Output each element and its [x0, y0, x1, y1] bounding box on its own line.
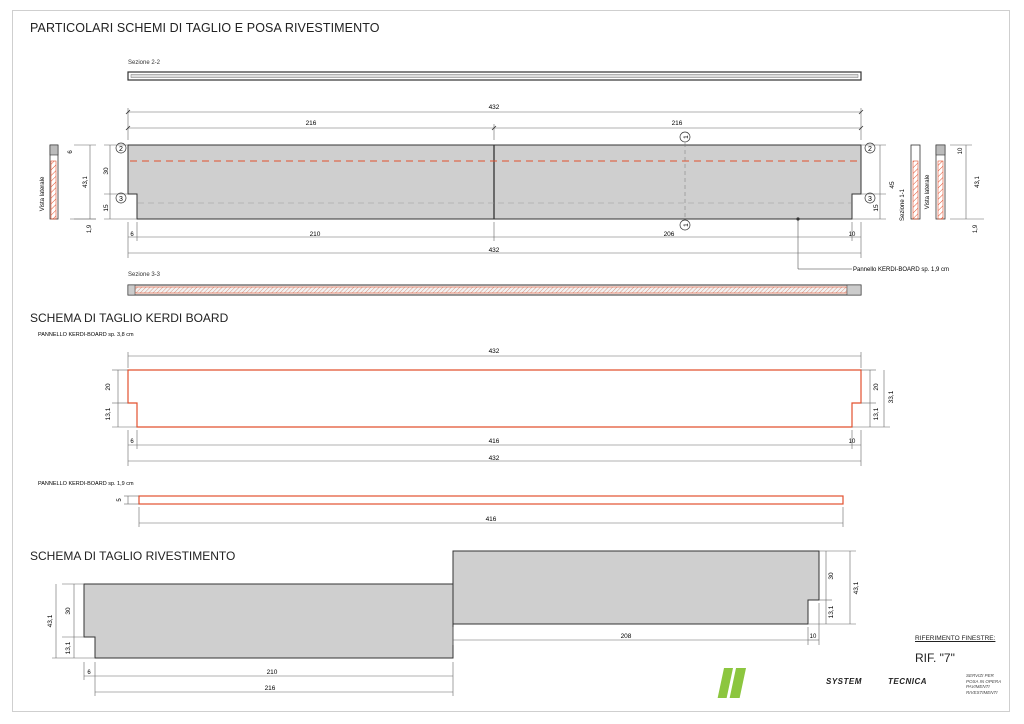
label-sezione-2-2: Sezione 2-2: [128, 60, 161, 66]
section-2-2-inner: [131, 75, 858, 78]
dim-432-top: 432: [488, 104, 500, 111]
dim-5-kerdi: 5: [117, 498, 123, 502]
note-kerdi-1-9: PANNELLO KERDI-BOARD sp. 1,9 cm: [38, 481, 134, 487]
dim-6-kerdi: 6: [130, 439, 134, 445]
dim-432-kerdi-top: 432: [488, 348, 500, 355]
dim-ticks-top: [126, 110, 863, 130]
dim-15-left: 15: [103, 204, 110, 212]
section-3-3-end-right: [847, 285, 861, 295]
dim-1-9-right: 1,9: [973, 224, 979, 234]
dim-432-bottom: 432: [488, 247, 500, 254]
dim-15-right: 15: [873, 204, 880, 212]
logo-text-tecnica: TECNICA: [888, 677, 928, 686]
dim-33-1-right: 33,1: [888, 390, 895, 404]
dim-30-left: 30: [103, 167, 110, 175]
marker-1-top: 1: [683, 135, 690, 139]
tagline-line: RIVESTIMENTI: [966, 689, 998, 695]
section-3-3-hatch: [135, 287, 847, 293]
dim-432-kerdi-bottom: 432: [488, 455, 500, 462]
dim-216-riv: 216: [264, 685, 276, 692]
dim-216-left: 216: [305, 120, 317, 127]
dim-43-1-left: 43,1: [83, 176, 89, 188]
marker-1-bottom: 1: [683, 223, 690, 227]
vista-right-cap: [936, 145, 945, 155]
kerdi38-outline: [128, 370, 861, 427]
dim-10-bottom: 10: [848, 232, 856, 238]
marker-2-right: 2: [868, 146, 872, 153]
dim-216-right: 216: [671, 120, 683, 127]
top-dimensions: [128, 108, 861, 140]
dim-1-9-left: 1,9: [87, 224, 93, 234]
kerdi19-outline: [139, 496, 843, 504]
dim-10-kerdi: 10: [848, 439, 856, 445]
tagline-line: POSA IN OPERA: [966, 678, 1002, 684]
dim-45-right: 45: [889, 181, 896, 189]
dim-10-right: 10: [958, 147, 964, 155]
marker-2-left: 2: [119, 146, 123, 153]
dim-43-1-right: 43,1: [975, 176, 981, 188]
dim-43-1-riv-left: 43,1: [47, 614, 54, 628]
section-1-1-hatch: [913, 161, 918, 219]
leader-line: [798, 219, 852, 269]
riferimento-label: RIFERIMENTO FINESTRE:: [915, 635, 996, 642]
rivestimento-left-piece: [84, 584, 453, 658]
marker-3-right: 3: [868, 196, 872, 203]
tagline-line: SERVIZI PER: [966, 673, 994, 678]
label-sezione-3-3: Sezione 3-3: [128, 272, 161, 278]
dim-13-1-left: 13,1: [105, 407, 112, 421]
dim-20-left: 20: [105, 383, 112, 391]
rivestimento-right-piece: [453, 551, 819, 624]
vista-right-hatch: [938, 161, 943, 219]
dim-30-riv-left: 30: [65, 607, 72, 615]
label-sezione-1-1: Sezione 1-1: [900, 188, 906, 222]
dim-210: 210: [309, 231, 321, 238]
vista-left-cap: [50, 145, 58, 155]
section-3-3-end-left: [128, 285, 135, 295]
dim-13-1-riv-right: 13,1: [828, 605, 835, 619]
logo-tagline: [966, 673, 1001, 695]
dim-416-kerdi19: 416: [485, 516, 497, 523]
marker-3-left: 3: [119, 196, 123, 203]
dim-13-1-right: 13,1: [873, 407, 880, 421]
dim-20-right: 20: [873, 383, 880, 391]
tagline-line: PAVIMENTI: [966, 684, 990, 689]
dim-6-bottom: 6: [130, 232, 134, 238]
dim-30-riv-right: 30: [828, 572, 835, 580]
dim-6-riv: 6: [87, 670, 91, 676]
system-tecnica-logo: [718, 668, 746, 698]
label-vista-laterale-left: Vista laterale: [40, 176, 46, 212]
dim-416-kerdi: 416: [488, 438, 500, 445]
dim-206: 206: [663, 231, 675, 238]
note-kerdi-3-8: PANNELLO KERDI-BOARD sp. 3,8 cm: [38, 332, 134, 338]
logo-text-system: SYSTEM: [826, 677, 862, 686]
dim-10-riv: 10: [809, 634, 817, 640]
dim-43-1-riv-right: 43,1: [853, 581, 860, 595]
dim-6-left: 6: [68, 150, 74, 154]
dim-13-1-riv-left: 13,1: [65, 641, 72, 655]
riferimento-value: RIF. "7": [915, 651, 955, 665]
note-pannello-1-9: Pannello KERDI-BOARD sp. 1,9 cm: [853, 267, 950, 273]
dim-210-riv: 210: [266, 669, 278, 676]
vista-left-hatch: [51, 161, 56, 219]
main-title: PARTICOLARI SCHEMI DI TAGLIO E POSA RIVESTIMENTO: [30, 21, 380, 35]
rivestimento-title: SCHEMA DI TAGLIO RIVESTIMENTO: [30, 549, 236, 563]
label-vista-laterale-right: Vista laterale: [925, 174, 931, 210]
kerdi-title: SCHEMA DI TAGLIO KERDI BOARD: [30, 311, 229, 325]
dim-208: 208: [620, 633, 632, 640]
